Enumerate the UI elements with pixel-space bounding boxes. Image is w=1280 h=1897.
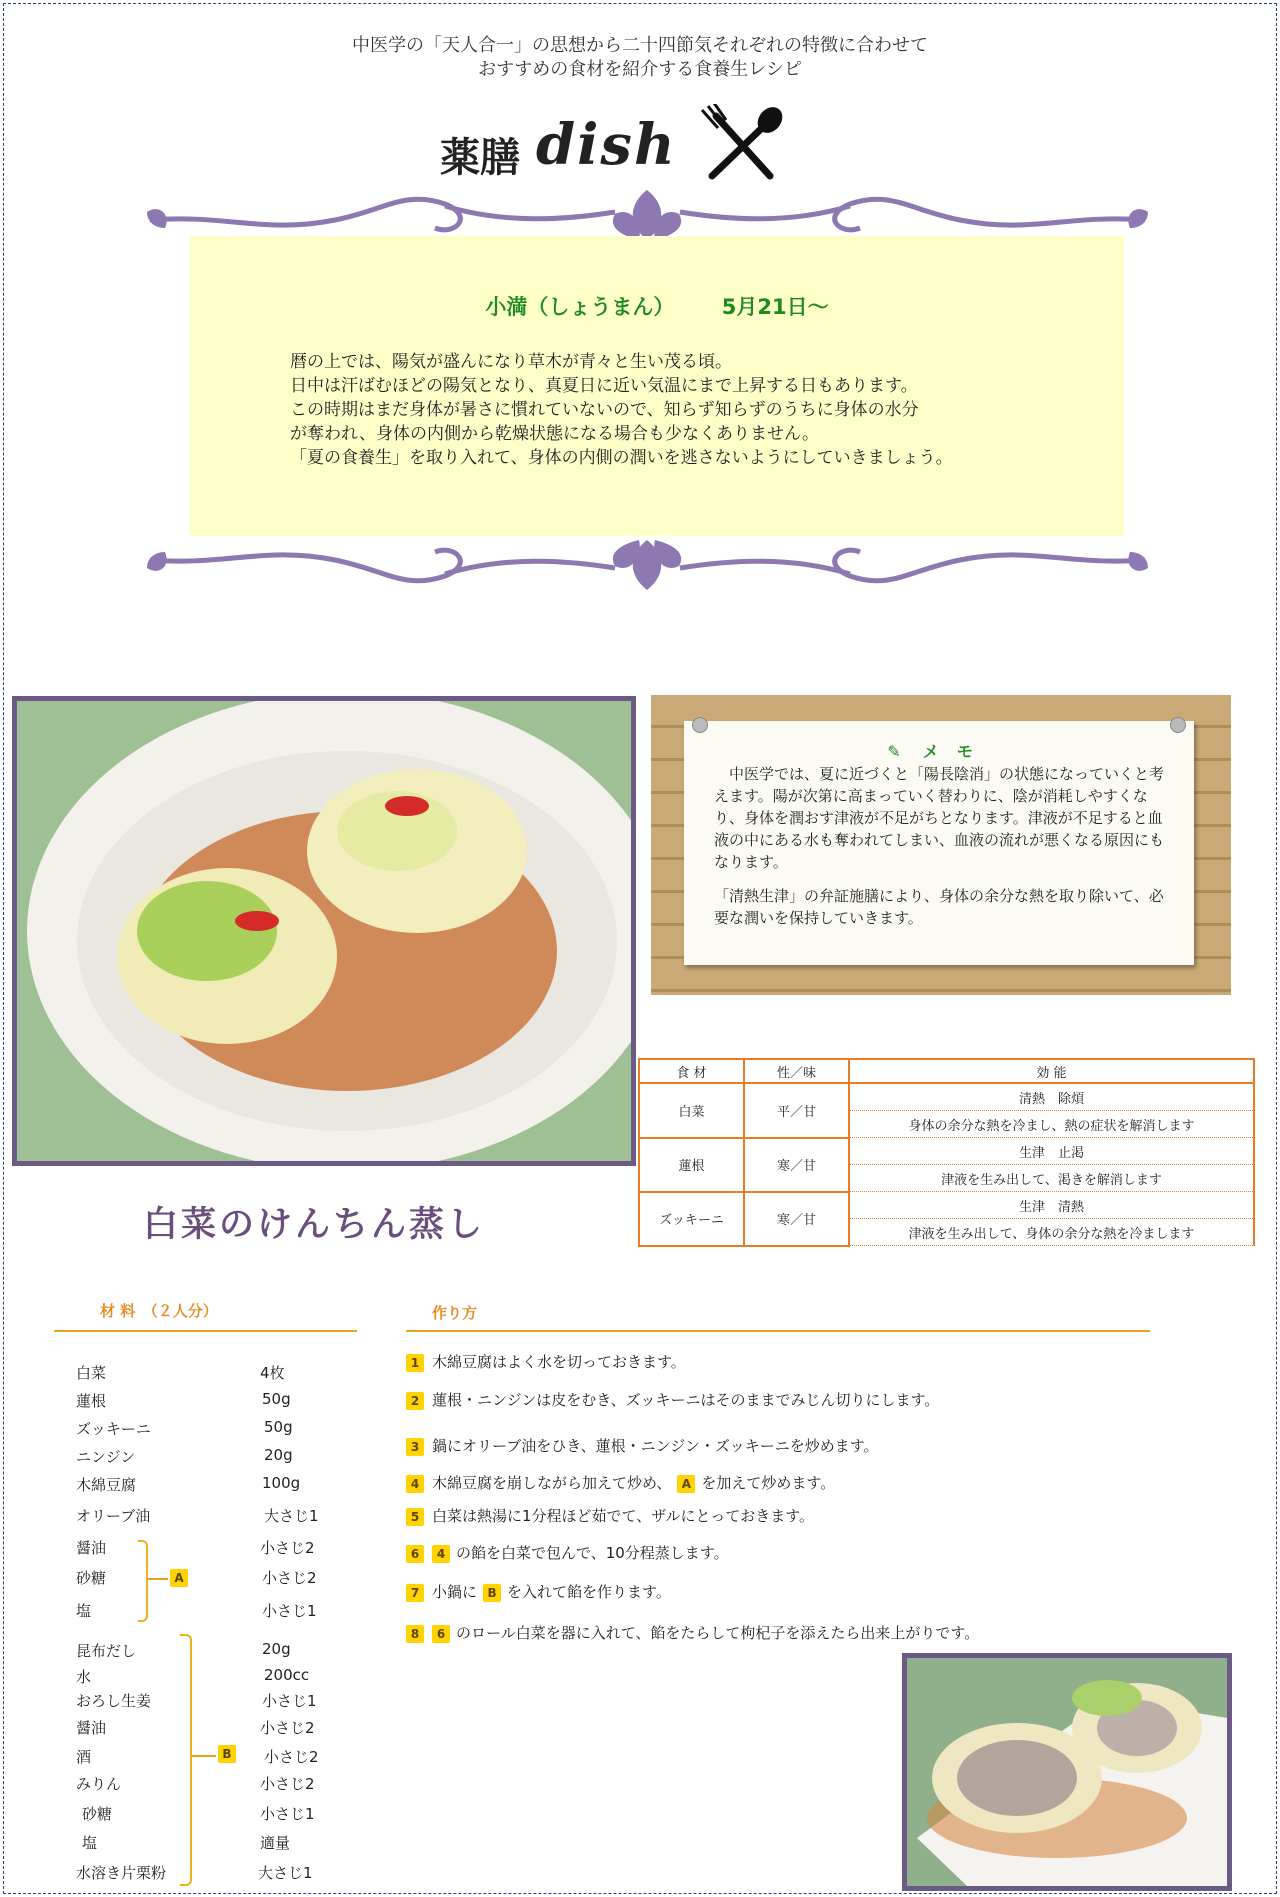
step-text: 木綿豆腐を崩しながら加えて炒め、 — [432, 1474, 672, 1492]
table-row — [639, 1083, 1254, 1111]
ingredient-qty: 大さじ1 — [264, 1507, 319, 1525]
ingredient-qty: 小さじ2 — [264, 1748, 319, 1766]
ingredient-name: オリーブ油 — [76, 1507, 151, 1525]
memo-body — [714, 763, 1174, 941]
step-number: 3 — [406, 1438, 424, 1456]
ingredient-name: 水溶き片栗粉 — [76, 1864, 167, 1882]
ingredient-name: 白菜 — [76, 1364, 107, 1382]
table-header: 効 能 — [849, 1059, 1254, 1083]
table-cell-food: 白菜 — [639, 1083, 744, 1138]
fork-spoon-icon — [696, 104, 786, 184]
intro-line-2: おすすめの食材を紹介する食養生レシピ — [478, 59, 802, 80]
step-number: 5 — [406, 1508, 424, 1526]
table-cell-nature: 平／甘 — [744, 1083, 849, 1138]
method-step — [406, 1472, 835, 1493]
ingredient-name: ニンジン — [76, 1448, 136, 1466]
season-desc-line: 「夏の食養生」を取り入れて、身体の内側の潤いを逃さないようにしていきましょう。 — [290, 448, 953, 468]
step-number: 6 — [406, 1545, 424, 1563]
group-b-connector — [192, 1755, 216, 1757]
table-cell-nature: 寒／甘 — [744, 1192, 849, 1246]
step-text: を入れて餡を作ります。 — [507, 1583, 671, 1601]
dish-title: 白菜のけんちん蒸し — [143, 1205, 486, 1245]
method-step — [406, 1389, 939, 1410]
season-description — [290, 350, 1050, 470]
ingredient-qty: 50g — [264, 1418, 293, 1436]
method-step — [406, 1581, 671, 1602]
ingredient-name: 昆布だし — [76, 1642, 137, 1660]
ingredient-qty: 50g — [262, 1390, 291, 1408]
table-header-row — [639, 1059, 1254, 1083]
ingredient-qty: 大さじ1 — [258, 1864, 313, 1882]
step-text: 小鍋に — [432, 1583, 478, 1601]
season-desc-line: 暦の上では、陽気が盛んになり草木が青々と生い茂る頃。 — [290, 352, 732, 372]
ingredient-name: 塩 — [76, 1602, 92, 1620]
group-b-brace — [180, 1634, 192, 1886]
step-ref-tag: B — [483, 1584, 501, 1602]
ingredient-qty: 小さじ2 — [260, 1539, 315, 1557]
step-number: 4 — [406, 1475, 424, 1493]
brand-en: dish — [536, 112, 677, 178]
season-name: 小満（しょうまん） — [485, 295, 675, 319]
step-text: 鍋にオリーブ油をひき、蓮根・ニンジン・ズッキーニを炒めます。 — [432, 1437, 879, 1455]
ingredient-name: 水 — [76, 1668, 92, 1686]
group-a-connector — [148, 1578, 168, 1580]
memo-card — [684, 721, 1194, 965]
ingredient-name: おろし生姜 — [76, 1692, 152, 1710]
table-cell-nature: 寒／甘 — [744, 1138, 849, 1192]
ingredients-heading: 材 料 （２人分） — [100, 1302, 218, 1320]
ornament-bottom — [145, 526, 1150, 596]
step-ref-tag: 6 — [432, 1625, 450, 1643]
method-step — [406, 1622, 979, 1643]
season-desc-line: 日中は汗ばむほどの陽気となり、真夏日に近い気温にまで上昇する日もあります。 — [290, 376, 918, 396]
brand-jp: 薬膳 — [440, 135, 520, 181]
season-desc-line: この時期はまだ身体が暑さに慣れていないので、知らず知らずのうちに身体の水分 — [290, 400, 919, 420]
ingredients-rule — [54, 1330, 357, 1332]
table-cell-food: ズッキーニ — [639, 1192, 744, 1246]
memo-title — [684, 739, 1194, 762]
method-step — [406, 1505, 814, 1526]
ingredient-name: 砂糖 — [82, 1805, 113, 1823]
step-text: 白菜は熱湯に1分程ほど茹でて、ザルにとっておきます。 — [432, 1507, 814, 1525]
method-heading: 作り方 — [432, 1304, 478, 1322]
ingredient-qty: 小さじ1 — [262, 1692, 317, 1710]
pin-icon — [692, 717, 708, 733]
step-number: 8 — [406, 1625, 424, 1643]
step-text: 木綿豆腐はよく水を切っておきます。 — [432, 1353, 686, 1371]
step-text: 蓮根・ニンジンは皮をむき、ズッキーニはそのままでみじん切りにします。 — [432, 1391, 940, 1409]
ingredient-qty: 小さじ2 — [262, 1569, 317, 1587]
group-b-tag: B — [218, 1745, 236, 1763]
method-step — [406, 1542, 729, 1563]
step-number: 7 — [406, 1584, 424, 1602]
table-cell-effect: 生津 清熱 — [849, 1192, 1254, 1219]
ingredient-name: 塩 — [82, 1834, 98, 1852]
memo-title-text: メモ — [922, 742, 991, 761]
intro-text — [0, 34, 1280, 82]
table-header: 食 材 — [639, 1059, 744, 1083]
memo-board — [651, 695, 1231, 995]
pencil-icon: ✎ — [887, 742, 901, 761]
ingredient-qty: 小さじ1 — [262, 1602, 317, 1620]
pin-icon — [1170, 717, 1186, 733]
ingredient-qty: 4枚 — [260, 1364, 285, 1382]
step-text: を加えて炒めます。 — [701, 1474, 836, 1492]
memo-paragraph-1: 中医学では、夏に近づくと「陽長陰消」の状態になっていくと考えます。陽が次第に高まっていく替わりに、陰が消耗しやすくなり、身体を潤おす津液が不足がちとなります。津液が不足すると血液の中にある水も奪われてしまい、血液の流れが悪くなる原因にもなります。 — [714, 765, 1165, 871]
table-cell-effect: 生津 止渇 — [849, 1138, 1254, 1165]
table-cell-effect: 清熱 除煩 — [849, 1083, 1254, 1111]
ingredient-qty: 100g — [262, 1474, 301, 1492]
dish-photo-main — [12, 696, 636, 1166]
season-date: 5月21日～ — [721, 295, 829, 319]
ingredient-name: 砂糖 — [76, 1569, 107, 1587]
method-rule — [406, 1330, 1150, 1332]
ingredient-qty: 20g — [262, 1640, 291, 1658]
table-cell-detail: 身体の余分な熱を冷まし、熱の症状を解消します — [849, 1111, 1254, 1138]
group-a-tag: A — [170, 1569, 188, 1587]
ingredient-name: 醤油 — [76, 1539, 107, 1557]
ingredient-name: 醤油 — [76, 1719, 107, 1737]
memo-paragraph-2: 「清熱生津」の弁証施膳により、身体の余分な熱を取り除いて、必要な潤いを保持していきます。 — [714, 887, 1164, 927]
ingredient-name: ズッキーニ — [76, 1420, 151, 1438]
ingredient-name: 酒 — [76, 1748, 92, 1766]
step-number: 1 — [406, 1354, 424, 1372]
step-text: の餡を白菜で包んで、10分程蒸します。 — [456, 1544, 729, 1562]
method-step — [406, 1351, 686, 1372]
brand-logo — [430, 104, 830, 184]
step-number: 2 — [406, 1392, 424, 1410]
table-cell-detail: 津液を生み出して、身体の余分な熱を冷まします — [849, 1219, 1254, 1246]
intro-line-1: 中医学の「天人合一」の思想から二十四節気それぞれの特徴に合わせて — [352, 35, 928, 56]
ingredient-qty: 小さじ2 — [260, 1719, 315, 1737]
season-desc-line: が奪われ、身体の内側から乾燥状態になる場合も少なくありません。 — [290, 424, 820, 444]
ingredient-name: 木綿豆腐 — [76, 1476, 137, 1494]
season-heading — [190, 291, 1124, 321]
method-step — [406, 1435, 879, 1456]
ingredient-qty: 200cc — [264, 1666, 310, 1684]
table-cell-detail: 津液を生み出して、渇きを解消します — [849, 1165, 1254, 1192]
table-row — [639, 1138, 1254, 1165]
table-header: 性／味 — [744, 1059, 849, 1083]
dish-photo-cross-section — [902, 1653, 1232, 1891]
ingredient-name: みりん — [76, 1775, 122, 1793]
ingredient-qty: 20g — [264, 1446, 293, 1464]
ingredient-qty: 小さじ1 — [260, 1805, 315, 1823]
step-ref-tag: 4 — [432, 1545, 450, 1563]
table-cell-food: 蓮根 — [639, 1138, 744, 1192]
step-text: のロール白菜を器に入れて、餡をたらして枸杞子を添えたら出来上がりです。 — [456, 1624, 980, 1642]
intro-panel — [190, 236, 1124, 536]
group-a-brace — [138, 1540, 148, 1622]
ingredient-name: 蓮根 — [76, 1392, 107, 1410]
ingredient-effect-table — [638, 1058, 1255, 1247]
ingredient-qty: 小さじ2 — [260, 1775, 315, 1793]
step-ref-tag: A — [677, 1475, 695, 1493]
ingredient-qty: 適量 — [260, 1834, 291, 1852]
table-row — [639, 1192, 1254, 1219]
